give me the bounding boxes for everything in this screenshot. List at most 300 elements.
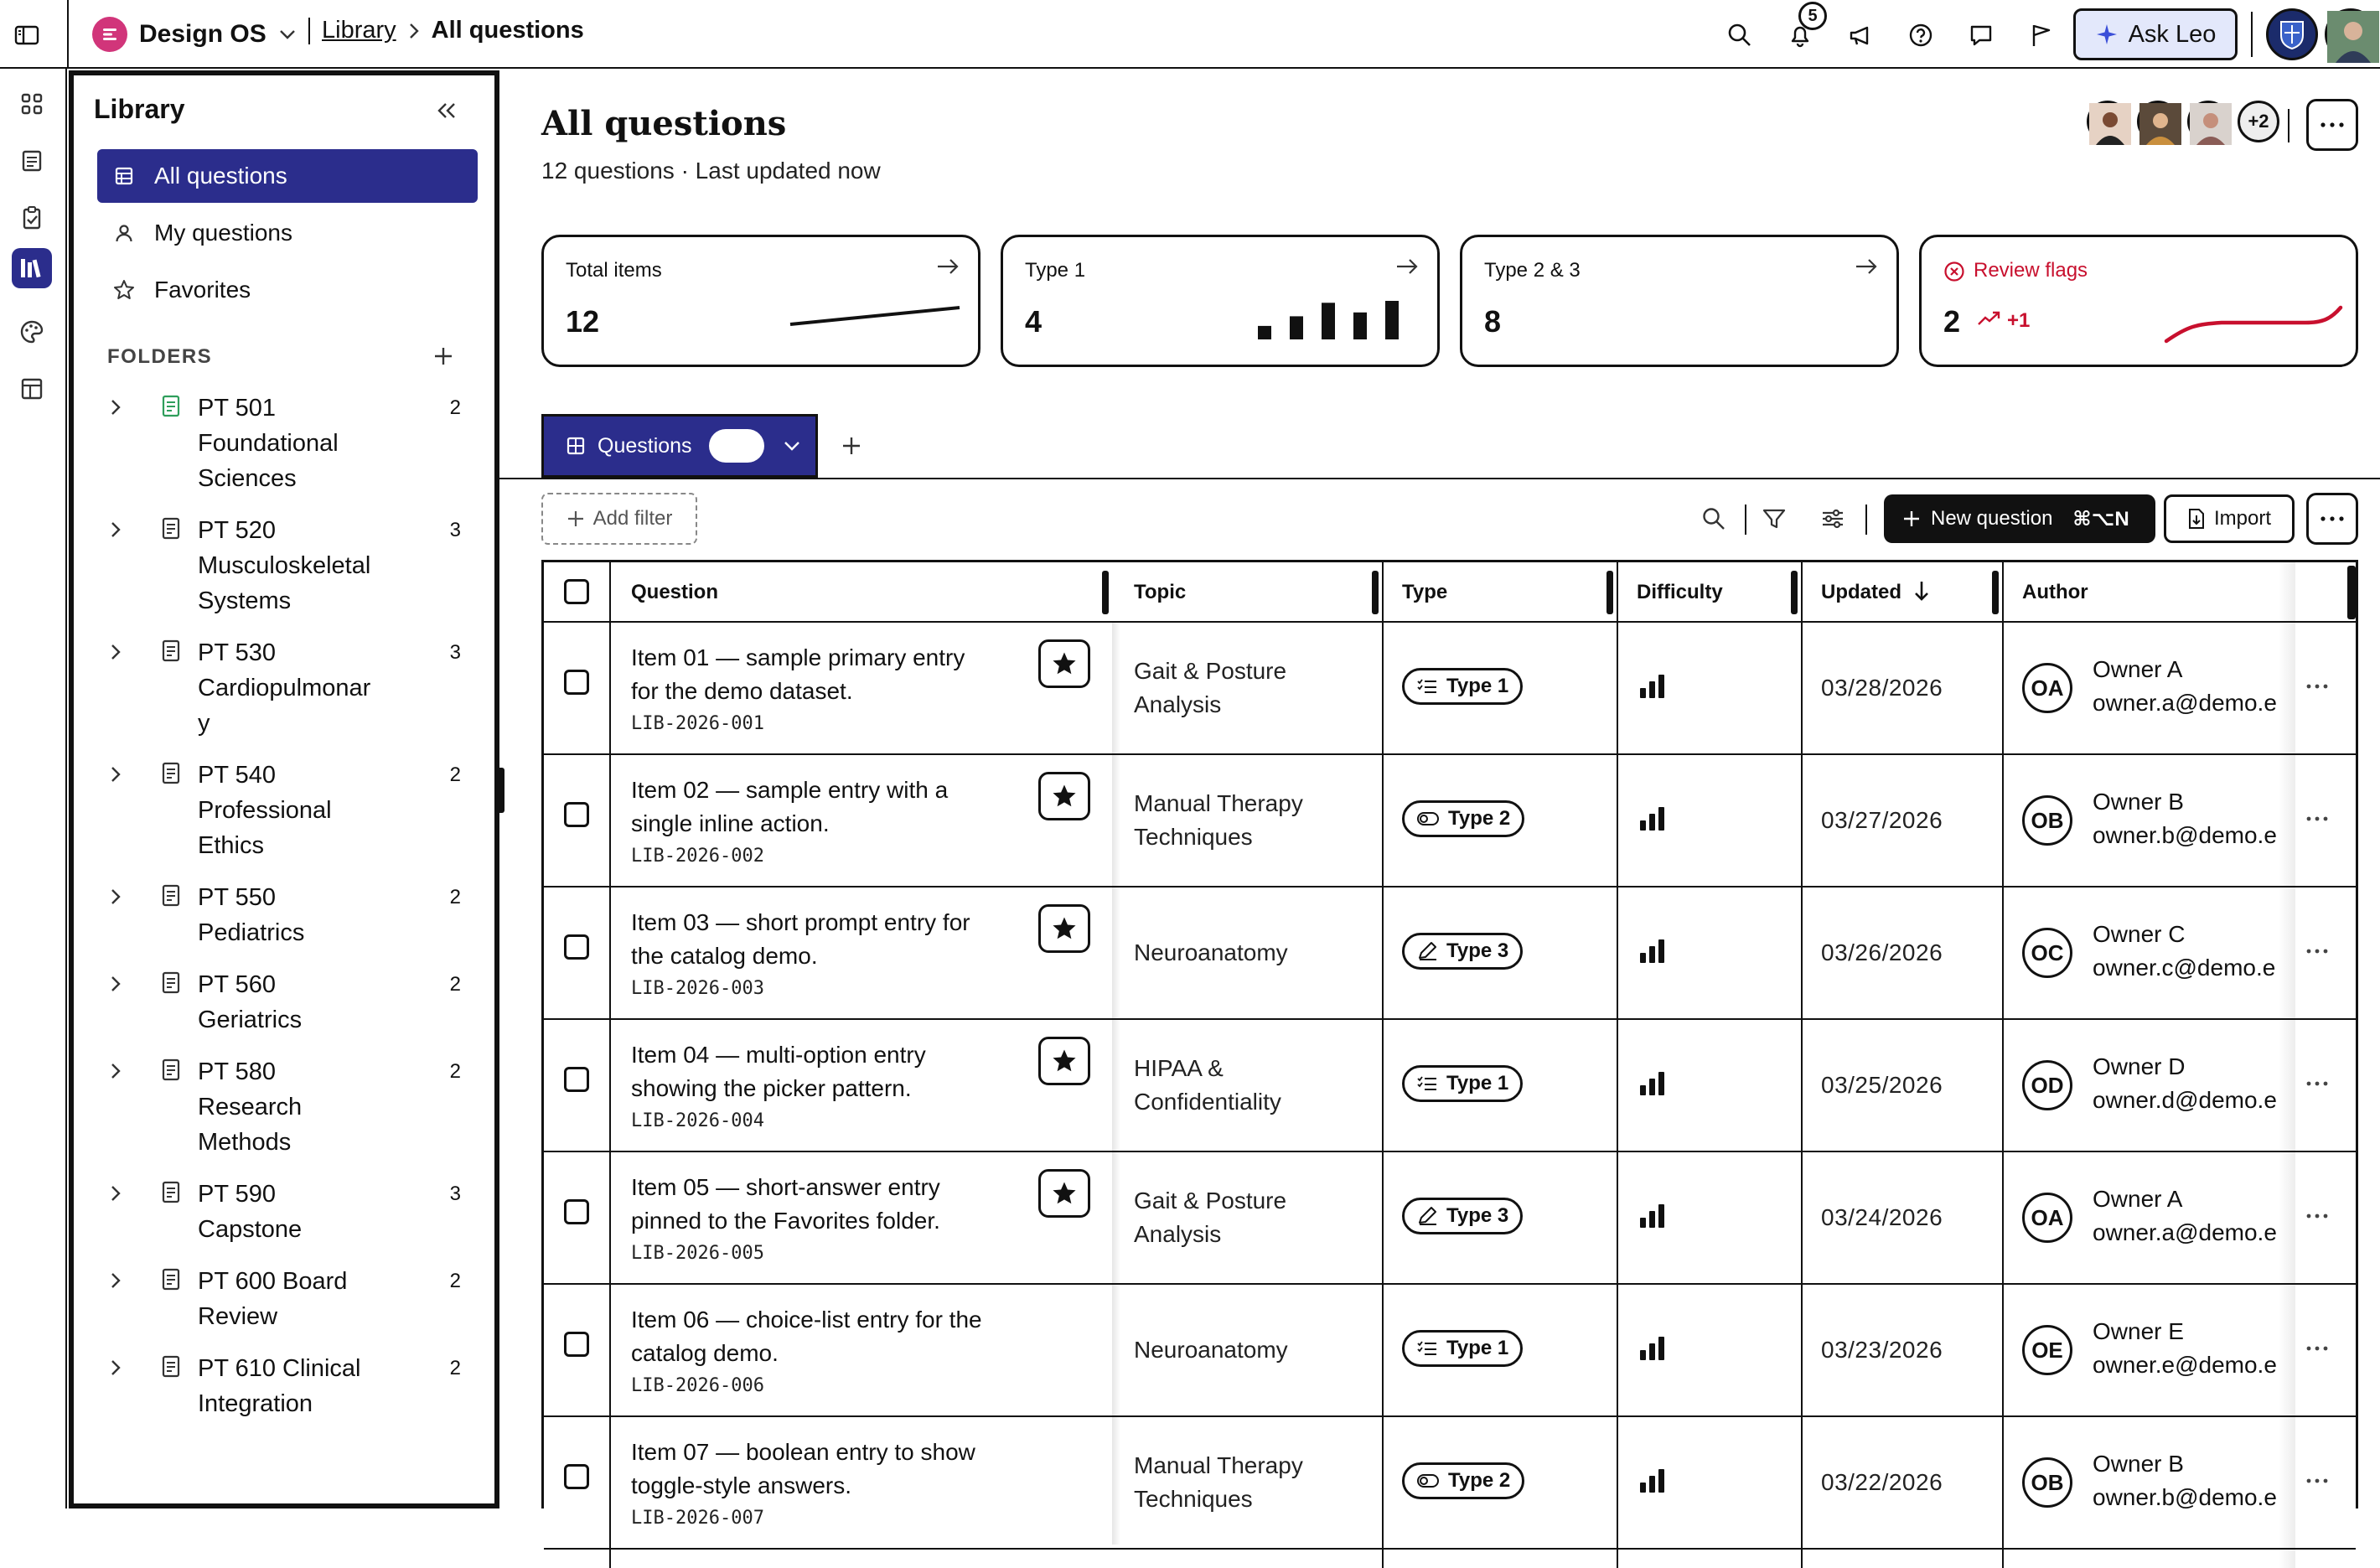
library-panel [69, 70, 499, 1508]
folder-item[interactable] [97, 635, 483, 741]
favorite-star-button[interactable] [1038, 1037, 1090, 1085]
folder-item[interactable] [97, 967, 483, 1038]
chevron-right-icon[interactable] [109, 642, 122, 662]
topic-line: Manual Therapy [1134, 1452, 1303, 1478]
add-filter-label: Add filter [592, 507, 673, 530]
view-tab-questions[interactable] [541, 414, 818, 478]
add-view-icon[interactable] [835, 429, 868, 463]
topic-cell [1134, 1449, 1303, 1516]
question-text-line: Item 04 — multi-option entry [631, 1042, 926, 1068]
topic-cell [1134, 1052, 1281, 1119]
workspace-logo-icon [92, 17, 127, 52]
pencil-icon [1416, 941, 1438, 961]
difficulty-bars-icon [1638, 1335, 1667, 1366]
author-email: owner.b@demo.e [2093, 1484, 2277, 1510]
arrow-right-icon [936, 257, 960, 276]
folder-name [198, 513, 391, 618]
author-cell [2093, 785, 2280, 852]
stat-card-total-items[interactable] [541, 235, 980, 367]
type-badge[interactable] [1402, 1198, 1523, 1234]
author-name: Owner A [2093, 656, 2183, 682]
sort-descending-icon[interactable] [1913, 579, 1930, 603]
folder-name-line: PT 530 [198, 639, 276, 666]
author-cell [2093, 918, 2280, 985]
trend-line [787, 298, 963, 331]
nav-label: Favorites [154, 277, 251, 303]
difficulty-bars-icon [1638, 673, 1667, 704]
column-header-updated[interactable]: Updated [1821, 581, 1901, 603]
table-row[interactable] [544, 1285, 2361, 1417]
table-row[interactable] [544, 623, 2361, 755]
stat-card-type-1[interactable] [1001, 235, 1440, 367]
type-badge-label: Type 3 [1446, 1204, 1509, 1227]
column-header-question[interactable]: Question [631, 581, 719, 603]
folder-name-line: Pediatrics [198, 919, 305, 946]
chevron-down-icon [278, 28, 297, 40]
collaborator-avatar [2187, 101, 2229, 142]
updated-date: 03/26/2026 [1821, 939, 1943, 965]
difficulty-bars-icon [1638, 1467, 1667, 1498]
folder-count: 2 [449, 1270, 461, 1292]
chevron-right-icon[interactable] [109, 1183, 122, 1203]
divider [2288, 109, 2289, 142]
author-avatar: OD [2022, 1060, 2072, 1110]
folder-count: 2 [449, 1357, 461, 1379]
table-row[interactable] [544, 1152, 2361, 1285]
collapse-panel-icon[interactable] [429, 94, 463, 127]
folder-name [198, 1054, 391, 1160]
author-avatar: OA [2022, 663, 2072, 713]
library-title: Library [94, 94, 185, 124]
nav-favorites[interactable] [97, 263, 478, 317]
toggle-icon [1416, 1473, 1440, 1488]
question-text-line: single inline action. [631, 810, 830, 836]
difficulty-bars-icon [1638, 1070, 1667, 1101]
mini-bar [1290, 316, 1303, 339]
workspace-switcher[interactable] [92, 17, 297, 52]
breadcrumb-divider [308, 18, 310, 44]
type-badge[interactable] [1402, 933, 1523, 970]
folder-name-line: Methods [198, 1129, 292, 1156]
trend-up-icon [1977, 309, 2002, 328]
chevron-right-icon[interactable] [109, 1270, 122, 1291]
author-email: owner.a@demo.e [2093, 1219, 2277, 1245]
more-icon [2320, 515, 2345, 522]
question-id: LIB-2026-001 [631, 713, 764, 734]
favorite-star-button[interactable] [1038, 639, 1090, 688]
folder-count: 2 [449, 396, 461, 419]
folder-doc-icon [161, 1267, 181, 1292]
select-all-checkbox[interactable] [564, 579, 589, 604]
table-more-button[interactable] [2306, 493, 2358, 545]
pencil-icon [1416, 1206, 1438, 1226]
author-email: owner.a@demo.e [2093, 690, 2277, 716]
folder-name-line: PT 501 [198, 395, 276, 422]
folder-name-line: Geriatrics [198, 1007, 303, 1033]
table-search-icon[interactable] [1696, 501, 1731, 536]
difficulty-bars-icon [1638, 938, 1667, 969]
updated-date: 03/22/2026 [1821, 1469, 1943, 1495]
collaborators-overflow: +2 [2238, 101, 2279, 142]
table-icon [109, 166, 139, 186]
author-name: Owner C [2093, 921, 2186, 947]
folder-name [198, 758, 391, 863]
question-text-line: toggle-style answers. [631, 1472, 852, 1498]
search-icon[interactable] [1723, 18, 1757, 52]
author-name: Owner A [2093, 1186, 2183, 1212]
nav-label: All questions [154, 163, 287, 189]
filter-icon[interactable] [1757, 501, 1792, 536]
stat-card-value: 12 [566, 304, 600, 339]
star-icon [109, 279, 139, 301]
row-more-icon[interactable] [2305, 1213, 2329, 1219]
table-row[interactable] [544, 1417, 2361, 1550]
layout-icon[interactable] [12, 369, 52, 409]
question-text-line: pinned to the Favorites folder. [631, 1208, 940, 1234]
grid-icon[interactable] [12, 84, 52, 124]
question-text[interactable] [631, 1038, 926, 1105]
divider [67, 0, 69, 69]
author-avatar: OA [2022, 1193, 2072, 1243]
updated-date: 03/28/2026 [1821, 675, 1943, 701]
updated-date: 03/24/2026 [1821, 1204, 1943, 1230]
nav-all-questions[interactable] [97, 149, 478, 203]
folder-name-line: y [198, 710, 210, 737]
row-more-icon[interactable] [2305, 1080, 2329, 1087]
top-bar [0, 0, 2380, 69]
question-text[interactable] [631, 1436, 975, 1503]
sparkle-icon [2095, 23, 2119, 46]
topic-cell: Neuroanatomy [1134, 939, 1288, 965]
folder-name-line: PT 600 Board [198, 1268, 348, 1295]
topic-cell [1134, 1184, 1286, 1251]
star-filled-icon [1051, 1180, 1078, 1207]
author-email: owner.c@demo.e [2093, 955, 2276, 981]
folder-count: 2 [449, 886, 461, 908]
updated-date: 03/25/2026 [1821, 1072, 1943, 1098]
row-checkbox[interactable] [564, 802, 589, 827]
author-email: owner.b@demo.e [2093, 822, 2277, 848]
type-badge[interactable] [1402, 668, 1523, 705]
row-more-icon[interactable] [2305, 815, 2329, 822]
toggle-icon [1416, 811, 1440, 826]
stat-card-label: Review flags [1974, 259, 2088, 282]
collaborator-avatar [2137, 101, 2179, 142]
user-icon [109, 223, 139, 243]
chevron-right-icon[interactable] [109, 974, 122, 994]
star-filled-icon [1051, 1048, 1078, 1074]
view-tab-toggle[interactable] [709, 429, 764, 463]
folder-name-line: PT 580 [198, 1058, 276, 1085]
author-avatar: OE [2022, 1325, 2072, 1375]
chevron-right-icon[interactable] [109, 397, 122, 417]
favorite-star-button[interactable] [1038, 772, 1090, 820]
row-checkbox[interactable] [564, 1199, 589, 1224]
arrow-right-icon [1855, 257, 1878, 276]
topic-line: Techniques [1134, 1486, 1253, 1512]
checklist-icon [1416, 1075, 1438, 1092]
folder-doc-icon [161, 516, 181, 541]
new-question-label: New question [1931, 507, 2053, 530]
divider [1745, 505, 1746, 535]
column-header-author[interactable]: Author [2022, 581, 2088, 603]
document-icon[interactable] [12, 141, 52, 181]
folder-name-line: Research [198, 1094, 303, 1120]
folder-item[interactable] [97, 1054, 483, 1160]
column-resize-handle[interactable] [2347, 566, 2356, 619]
type-badge[interactable] [1402, 800, 1524, 837]
chevron-down-icon[interactable] [783, 440, 801, 452]
plus-icon [1902, 510, 1921, 528]
table-row[interactable] [544, 1020, 2361, 1152]
topic-cell: Neuroanatomy [1134, 1337, 1288, 1363]
column-resize-handle[interactable] [1372, 571, 1379, 614]
question-text[interactable] [631, 1171, 940, 1238]
workspace-name: Design OS [139, 20, 266, 48]
palette-icon[interactable] [12, 312, 52, 352]
add-folder-icon[interactable] [429, 342, 458, 370]
column-header-topic[interactable]: Topic [1134, 581, 1187, 603]
question-id: LIB-2026-006 [631, 1375, 764, 1396]
question-text-line: catalog demo. [631, 1340, 779, 1366]
row-more-icon[interactable] [2305, 1477, 2329, 1484]
import-label: Import [2213, 507, 2271, 530]
folder-name-line: PT 540 [198, 762, 276, 789]
main-content [499, 70, 2380, 1529]
stat-card-label: Type 1 [1025, 259, 1086, 282]
difficulty-bars-icon [1638, 805, 1667, 836]
sliders-icon[interactable] [1815, 501, 1850, 536]
folder-doc-icon [161, 1058, 181, 1083]
folder-count: 3 [449, 641, 461, 664]
chevron-right-icon[interactable] [109, 764, 122, 784]
library-icon[interactable] [12, 248, 52, 288]
folder-count: 2 [449, 1060, 461, 1083]
author-cell [2093, 1182, 2280, 1250]
chat-icon[interactable] [1964, 18, 1998, 52]
stat-card-type-2-3[interactable] [1460, 235, 1899, 367]
flag-icon[interactable] [2025, 18, 2058, 52]
difficulty-bars-icon [1638, 1203, 1667, 1234]
folder-doc-icon [161, 394, 181, 419]
row-more-icon[interactable] [2305, 948, 2329, 955]
add-filter-button[interactable] [541, 493, 697, 545]
column-resize-handle[interactable] [1992, 571, 1999, 614]
divider [2251, 12, 2253, 57]
row-checkbox[interactable] [564, 1067, 589, 1092]
question-text-line: Item 06 — choice-list entry for the [631, 1307, 982, 1333]
column-header-difficulty[interactable]: Difficulty [1637, 581, 1723, 603]
topic-line: HIPAA & [1134, 1055, 1224, 1081]
star-filled-icon [1051, 783, 1078, 810]
column-resize-handle[interactable] [1102, 571, 1109, 614]
questions-table [541, 560, 2358, 1529]
folder-item[interactable] [97, 1351, 483, 1421]
type-badge-label: Type 2 [1448, 1469, 1511, 1492]
question-text-line: Item 05 — short-answer entry [631, 1174, 940, 1200]
arrow-right-icon [1395, 257, 1419, 276]
folder-doc-icon [161, 639, 181, 664]
stat-card-label: Type 2 & 3 [1484, 259, 1581, 282]
author-cell [2093, 653, 2280, 720]
updated-date: 03/27/2026 [1821, 807, 1943, 833]
file-import-icon [2187, 508, 2206, 530]
column-header-type[interactable]: Type [1402, 581, 1448, 603]
row-more-icon[interactable] [2305, 683, 2329, 690]
stat-card-value: 4 [1025, 304, 1043, 339]
type-badge[interactable] [1402, 1462, 1524, 1499]
column-resize-handle[interactable] [1791, 571, 1798, 614]
user-avatar[interactable] [2325, 8, 2377, 60]
page-more-button[interactable] [2306, 99, 2358, 151]
nav-my-questions[interactable] [97, 206, 478, 260]
folder-doc-icon [161, 761, 181, 786]
folder-name-line: Sciences [198, 465, 297, 492]
page-subtitle: 12 questions · Last updated now [541, 158, 881, 184]
folder-item[interactable] [97, 391, 483, 496]
author-email: owner.e@demo.e [2093, 1352, 2277, 1378]
stat-card-review-flags[interactable] [1919, 235, 2358, 367]
question-text-line: Item 01 — sample primary entry [631, 644, 965, 670]
breadcrumb [308, 17, 584, 44]
folder-name [198, 1177, 391, 1247]
topic-line: Manual Therapy [1134, 790, 1303, 816]
sidebar-toggle-icon[interactable] [12, 20, 42, 50]
author-avatar: OC [2022, 928, 2072, 978]
star-filled-icon [1051, 650, 1078, 677]
question-id: LIB-2026-007 [631, 1508, 764, 1529]
type-badge-label: Type 1 [1446, 675, 1509, 697]
collaborators[interactable] [2087, 101, 2279, 142]
question-text-line: Item 02 — sample entry with a [631, 777, 949, 803]
folder-name-line: Integration [198, 1390, 313, 1417]
author-name: Owner E [2093, 1318, 2184, 1344]
column-resize-handle[interactable] [1606, 571, 1613, 614]
page-title: All questions [541, 104, 787, 143]
type-badge[interactable] [1402, 1065, 1523, 1102]
folder-name [198, 967, 391, 1038]
table-row[interactable] [544, 887, 2361, 1020]
type-badge-label: Type 2 [1448, 807, 1511, 830]
folder-name-line: Professional [198, 797, 332, 824]
clipboard-check-icon[interactable] [12, 198, 52, 238]
folder-doc-icon [161, 1354, 181, 1379]
question-text-line: Item 03 — short prompt entry for [631, 909, 970, 935]
author-cell [2093, 1315, 2280, 1382]
table-icon [566, 436, 586, 456]
author-avatar: OB [2022, 795, 2072, 846]
divider [1865, 505, 1867, 535]
mini-bar [1322, 303, 1335, 339]
folders-heading: FOLDERS [107, 345, 213, 368]
folder-item[interactable] [97, 1264, 483, 1334]
author-avatar: OB [2022, 1457, 2072, 1508]
folder-item[interactable] [97, 1177, 483, 1247]
topic-line: Confidentiality [1134, 1089, 1281, 1115]
keyboard-shortcut: ⌘⌥N [2072, 507, 2129, 530]
stat-card-value: 2 [1943, 304, 1961, 339]
folder-count: 3 [449, 1182, 461, 1205]
row-checkbox[interactable] [564, 1332, 589, 1357]
folder-name [198, 1264, 391, 1334]
table-header [544, 562, 2361, 623]
favorite-star-button[interactable] [1038, 904, 1090, 953]
megaphone-icon[interactable] [1844, 18, 1877, 52]
divider [499, 478, 2380, 479]
folder-item[interactable] [97, 880, 483, 950]
chevron-right-icon [408, 23, 420, 39]
folder-name [198, 391, 391, 496]
chevron-right-icon[interactable] [109, 1061, 122, 1081]
author-email: owner.d@demo.e [2093, 1087, 2277, 1113]
row-divider [544, 1548, 2356, 1550]
chevron-right-icon[interactable] [109, 887, 122, 907]
type-badge-label: Type 1 [1446, 1337, 1509, 1359]
folder-name-line: PT 560 [198, 971, 276, 998]
new-question-button[interactable] [1884, 494, 2155, 543]
app-rail [0, 69, 67, 1508]
question-text-line: showing the picker pattern. [631, 1075, 912, 1101]
folder-name [198, 635, 391, 741]
question-text[interactable] [631, 774, 948, 841]
org-crest-icon[interactable] [2266, 8, 2318, 60]
row-checkbox[interactable] [564, 1464, 589, 1489]
folder-doc-icon [161, 883, 181, 908]
folder-name [198, 880, 391, 950]
row-checkbox[interactable] [564, 670, 589, 695]
import-button[interactable] [2164, 494, 2295, 543]
row-more-icon[interactable] [2305, 1345, 2329, 1352]
folder-name-line: PT 610 Clinical [198, 1355, 361, 1382]
more-icon [2320, 122, 2345, 128]
chevron-right-icon[interactable] [109, 1358, 122, 1378]
question-text[interactable] [631, 906, 970, 973]
breadcrumb-current: All questions [431, 17, 584, 44]
question-text-line: Item 07 — boolean entry to show [631, 1439, 975, 1465]
topic-line: Gait & Posture [1134, 1188, 1287, 1214]
type-badge[interactable] [1402, 1330, 1523, 1367]
sparkline [2163, 296, 2344, 346]
topic-line: Gait & Posture [1134, 658, 1287, 684]
author-cell [2093, 1050, 2280, 1117]
folder-name-line: Review [198, 1303, 278, 1330]
folder-count: 3 [449, 519, 461, 541]
folder-name-line: PT 550 [198, 884, 276, 911]
help-icon[interactable] [1904, 18, 1938, 52]
question-text[interactable] [631, 641, 965, 708]
folder-name-line: PT 520 [198, 517, 276, 544]
question-text[interactable] [631, 1303, 982, 1370]
folder-name-line: Musculoskeletal [198, 552, 371, 579]
folder-count: 2 [449, 973, 461, 996]
question-id: LIB-2026-002 [631, 846, 764, 867]
ask-leo-button[interactable] [2073, 8, 2238, 60]
favorite-star-button[interactable] [1038, 1169, 1090, 1218]
nav-label: My questions [154, 220, 292, 246]
folder-name-line: Systems [198, 587, 292, 614]
author-name: Owner D [2093, 1053, 2186, 1079]
breadcrumb-library-link[interactable]: Library [322, 17, 396, 44]
folder-item[interactable] [97, 758, 483, 863]
mini-bar [1258, 326, 1271, 339]
row-checkbox[interactable] [564, 934, 589, 960]
chevron-right-icon[interactable] [109, 520, 122, 540]
table-row[interactable] [544, 755, 2361, 887]
mini-bar [1353, 313, 1367, 339]
topic-line: Techniques [1134, 824, 1253, 850]
folder-item[interactable] [97, 513, 483, 618]
folder-name-line: PT 590 [198, 1181, 276, 1208]
